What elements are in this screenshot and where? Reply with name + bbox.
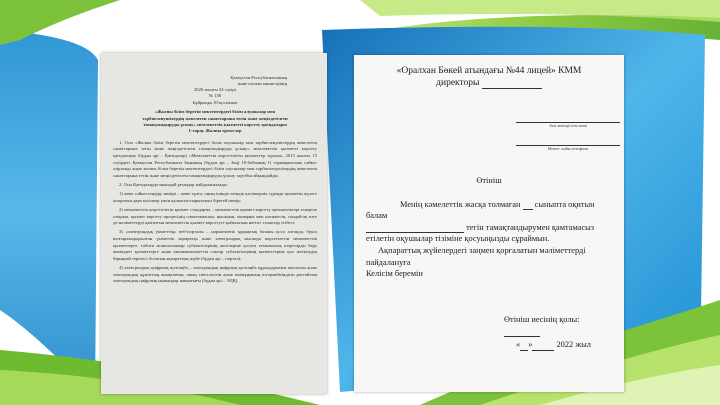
form-body-line-5: Келісім беремін: [366, 269, 423, 279]
address-label: Мекен- жайы,телефоны: [547, 146, 589, 151]
signature-blank: [504, 336, 540, 337]
doc-title-1: «Жалпы білім беретін мектептердегі білім алушылар мен: [154, 109, 276, 115]
signature-label: Өтініш иесінің қолы:: [504, 314, 580, 324]
org-line-1: Қазақстан Республикасының: [230, 75, 287, 80]
fio-blank: [516, 116, 620, 123]
doc-paragraph: 1. Осы «Жалпы білім беретін мектептердегі білім алушылар мен тәрбиеленушілердің жекелеген санаттарына тегін және жеңілдетілген тамақтандыруды ұсыну» мемлекеттік қызметті көрсету қағидалары (бұдан әрі – Қағидалар) «Мемлекеттік көрсетілетін қызметтер туралы» 2013 жылғы 15 сәуірдегі Қазақстан Республикасы Заңының (бұдан әрі – Заң) 10-бабының 1) тармақшасына сәйкес әзірленді және жалпы білім беретін мектептердегі білім алушылар мен тәрбиеленушілердің жекелеген санаттарына тегін және жеңілдетілген тамақтандыруды ұсыну тәртібін айқындайды.: [113, 139, 317, 178]
director-label: директоры: [436, 78, 480, 88]
director-line: [366, 77, 612, 89]
day-blank: [520, 350, 528, 351]
doc-paragraph: 4) электрондық цифрлық қолтаңба – электрондық цифрлық қолтаңба құралдарымен жасалған және электрондық құжаттың анықтығын, оның тиесілілігін және мазмұнының өзгермейтіндігін растайтын электрондық цифрлық нышандар жиынтығы (бұдан әрі – ЭЦҚ).: [113, 264, 317, 284]
form-body-line-3: етілетін оқушылар тізіміне қосуыңызды сұраймын.: [366, 234, 550, 244]
doc-paragraph: 3) «электрондық үкіметтің» веб-порталы – нормативтік құқықтық базаны қоса алғанда, бүкіл шоғырландырылған үкіметтік ақпаратқа және электрондық нысанда көрсетілетін мемлекеттік қызметтерге, табиғи монополиялар субъектілерінің желілеріне қосуға техникалық шарттарды беру жөніндегі қызметтерге және квазимемлекеттік сектор субъектілерінің қызметтеріне қол жеткізудің бірыңғай терезесі болатын ақпараттық жүйе (бұдан әрі – портал);: [113, 229, 317, 261]
doc-paragraph: 2. Осы Қағидаларда мынадай ұғымдар пайдаланылады:: [119, 182, 228, 187]
form-body-line-1: Менің кәмелеттік жасқа толмаған сыныпта оқитын балам: [366, 199, 595, 221]
doc-number: № 158: [208, 93, 222, 99]
form-heading: Өтініш: [476, 176, 502, 185]
month-blank: [532, 350, 554, 351]
school-line: «Оралхан Бөкей атындағы №44 лицей» КММ: [396, 66, 582, 76]
application-form: [354, 55, 624, 392]
address-blank: [516, 135, 620, 146]
date-line: « » 2022 жыл: [516, 339, 591, 349]
doc-paragraph: 1) жеке сәйкестендіру нөмірі – жеке тұлға, оның ішінде өзіндік кәсіпкерлік түрінде қызметін жүзеге асыратын дара кәсіпкер үшін қалыптастырылатын бірегей нөмір;: [113, 191, 317, 203]
org-line-2: және ғылым министрінің: [237, 81, 287, 86]
doc-title-4: 1-тарау. Жалпы ережелер: [188, 128, 242, 134]
applicant-block: [516, 105, 612, 151]
fio-label: Аты-жөніңіз аты-жөні: [549, 123, 587, 128]
form-body-line-4: Ақпараттық жүйелердегі заңмен қорғалатын мәліметтерді пайдалануға: [366, 245, 586, 267]
year-text: 2022 жыл: [556, 339, 591, 349]
doc-paragraph: 2) мемлекеттік көрсетілетін қызмет стандарты – мемлекеттік қызмет көрсету ерекшеліктері ескеріле отырып, қызмет көрсету процесінің сипаттамасын, нысанын, мазмұны мен нәтижесін, сондай-ақ өзге де мәліметтерді қамтитын мемлекеттік қызмет көрсетуге қойылатын негізгі талаптар тізбесі;: [113, 206, 317, 226]
regulation-document: [101, 53, 327, 394]
grade-blank: [523, 209, 533, 210]
doc-annex: Бұйрыққа 10-қосымша: [192, 99, 238, 105]
form-body-line-2: тегін тамақтандырумен қамтамасыз: [366, 222, 612, 234]
signature-line: [504, 314, 612, 337]
doc-title-2: тәрбиеленушілердің жекелеген санаттарына тегін және жеңілдетілген: [142, 115, 288, 121]
doc-title-3: тамақтандыруды ұсыну» мемлекеттік қызметті көрсету қағидалары: [143, 122, 287, 128]
doc-date: 2020 жылғы 24 сәуірі: [194, 87, 236, 92]
director-blank: [482, 88, 542, 89]
